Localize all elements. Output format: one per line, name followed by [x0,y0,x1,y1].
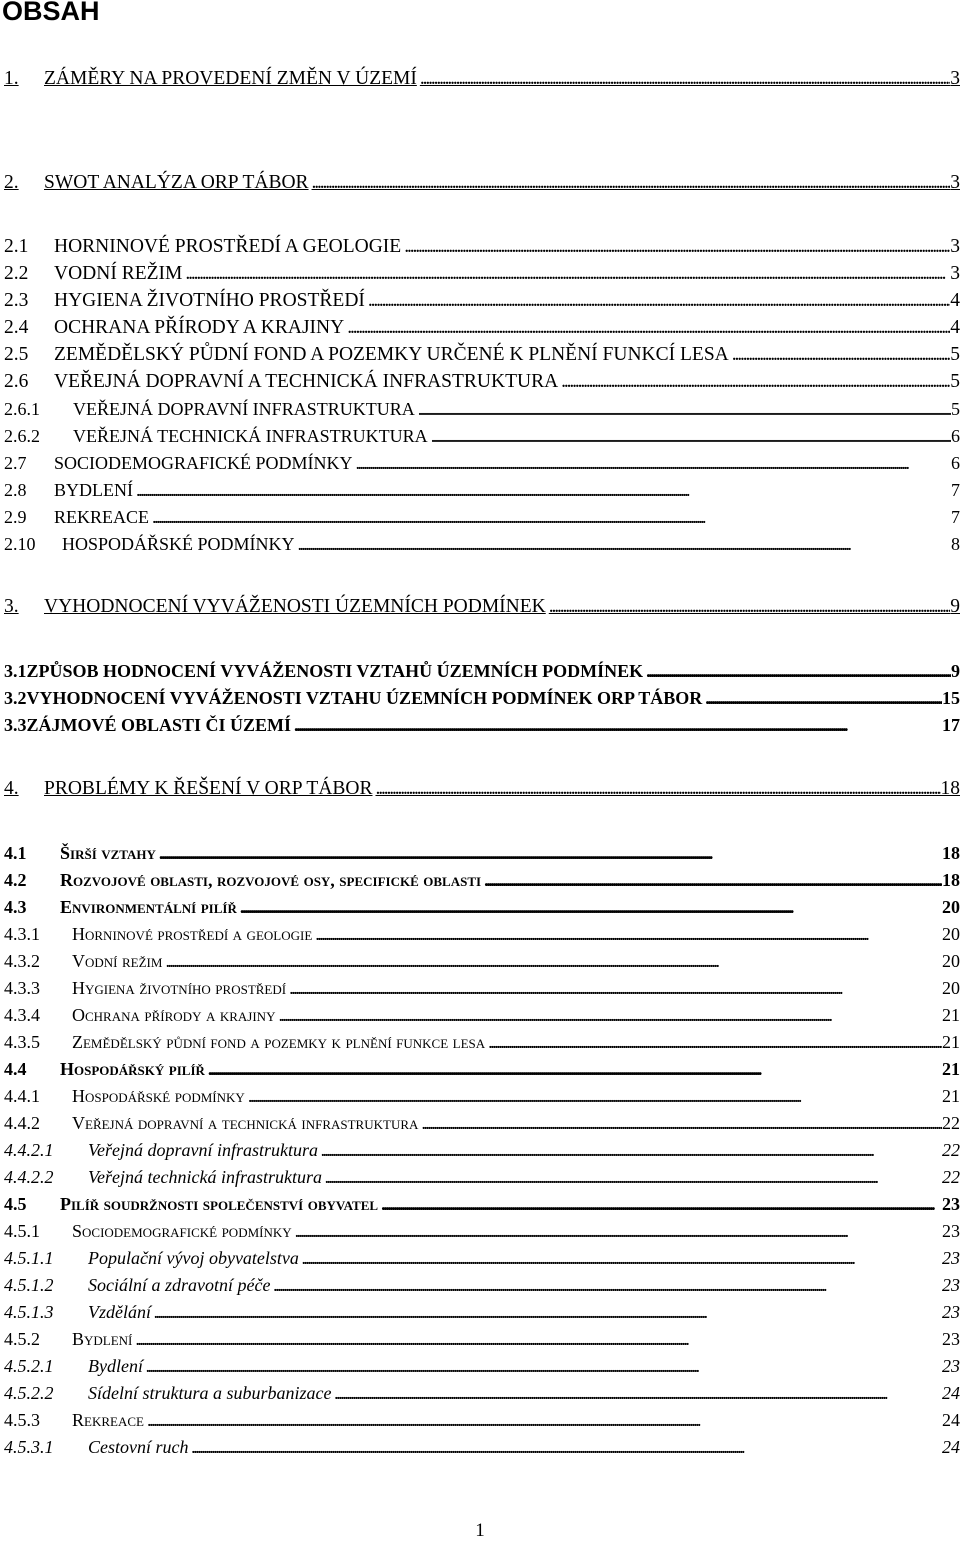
toc-entry-title: Cestovní ruch [88,1437,189,1457]
toc-entry-page: 22 [942,1167,960,1187]
toc-entry-number: 3.2 [4,688,27,708]
toc-entry[interactable] [4,532,960,556]
toc-entry[interactable] [4,868,960,892]
toc-entry-number: 4.3.1 [4,924,40,944]
toc-entry-page: 23 [942,1194,960,1214]
toc-entry-number: 2.5 [4,344,29,365]
toc-dot-leader [182,262,950,286]
toc-entry-number: 3. [4,596,19,617]
toc-entry[interactable] [4,686,960,710]
toc-entry[interactable] [4,1300,960,1324]
toc-entry[interactable] [4,1003,960,1027]
toc-entry-page: 24 [942,1437,960,1457]
toc-entry-title: HORNINOVÉ PROSTŘEDÍ A GEOLOGIE [54,236,402,257]
toc-entry-number: 2.8 [4,480,27,500]
toc-entry-number: 1. [4,68,19,89]
toc-dot-leader [162,949,942,973]
toc-entry-page: 18 [942,843,960,863]
toc-entry-number: 4.4 [4,1059,27,1079]
toc-entry-number: 4.4.1 [4,1086,40,1106]
toc-dot-leader [295,532,951,556]
toc-entry[interactable] [4,1435,960,1459]
toc-entry-title: Populační vývoj obyvatelstva [88,1248,299,1268]
toc-entry-page: 21 [942,1032,960,1052]
toc-entry-page: 23 [942,1248,960,1268]
toc-entry-page: 21 [942,1059,960,1079]
toc-dot-leader [322,1165,942,1189]
toc-entry-title: Sociodemografické podmínky [72,1221,292,1241]
toc-entry-page: 5 [950,344,960,365]
toc-dot-leader [299,1246,942,1270]
toc-entry-number: 4.5.3 [4,1410,40,1430]
toc-entry-number: 2.7 [4,453,27,473]
toc-entry-number: 2.2 [4,263,29,284]
toc-entry-title: HOSPODÁŘSKÉ PODMÍNKY [62,534,295,554]
toc-entry[interactable] [4,451,960,475]
toc-entry-title: HYGIENA ŽIVOTNÍHO PROSTŘEDÍ [54,290,365,311]
toc-entry[interactable] [4,1057,960,1081]
toc-entry-page: 3 [950,263,960,284]
toc-dot-leader [292,1219,942,1243]
toc-entry-page: 18 [942,870,960,890]
toc-entry-page: 22 [942,1113,960,1133]
toc-entry-number: 3.3 [4,715,27,735]
toc-entry-title: VYHODNOCENÍ VYVÁŽENOSTI VZTAHU ÚZEMNÍCH PODMÍNEK ORP TÁBOR [26,688,703,708]
toc-entry[interactable] [4,1219,960,1243]
toc-entry-number: 4.3.4 [4,1005,40,1025]
toc-entry[interactable] [4,1111,960,1135]
toc-dot-leader [332,1381,943,1405]
toc-entry-page: 15 [942,688,960,708]
toc-entry[interactable] [4,1381,960,1405]
toc-entry-title: ZÁMĚRY NA PROVEDENÍ ZMĚN V ÚZEMÍ [44,68,417,89]
toc-entry[interactable] [4,976,960,1000]
toc-entry-number: 2.9 [4,507,27,527]
toc-entry-page: 4 [950,317,960,338]
toc-entry[interactable] [4,895,960,919]
toc-entry-number: 4.3.2 [4,951,40,971]
toc-entry[interactable] [4,1138,960,1162]
toc-entry-title: VODNÍ REŽIM [54,263,183,284]
toc-dot-leader [373,777,941,801]
toc-dot-leader [481,868,942,892]
toc-entry-page: 3 [950,172,960,193]
toc-entry-title: ZPŮSOB HODNOCENÍ VYVÁŽENOSTI VZTAHŮ ÚZEMNÍCH PODMÍNEK [26,661,644,681]
toc-dot-leader [415,397,951,421]
toc-entry-number: 2.1 [4,236,29,257]
toc-entry[interactable] [4,1408,960,1432]
toc-entry-title: Ochrana přírody a krajiny [72,1005,276,1025]
toc-entry-title: Vzdělání [88,1302,151,1322]
toc-dot-leader [151,1300,942,1324]
toc-entry[interactable] [4,67,960,91]
toc-entry[interactable] [4,424,960,448]
toc-entry-title: VYHODNOCENÍ VYVÁŽENOSTI ÚZEMNÍCH PODMÍNEK [44,596,546,617]
toc-entry-number: 4.1 [4,843,27,863]
toc-entry-number: 4.4.2.1 [4,1140,54,1160]
toc-entry[interactable] [4,505,960,529]
toc-entry[interactable] [4,713,960,737]
toc-entry[interactable] [4,262,960,286]
toc-entry-title: Zemědělský půdní fond a pozemky k plnění funkce lesa [72,1032,486,1052]
toc-entry[interactable] [4,1327,960,1351]
toc-dot-leader [286,976,942,1000]
toc-dot-leader [291,713,942,737]
toc-entry-page: 6 [951,453,960,473]
toc-entry-title: BYDLENÍ [54,480,133,500]
toc-dot-leader [417,67,950,91]
toc-entry[interactable] [4,370,960,394]
toc-entry[interactable] [4,343,960,367]
toc-entry[interactable] [4,1246,960,1270]
toc-entry[interactable] [4,841,960,865]
toc-entry-number: 4.5.2.1 [4,1356,54,1376]
toc-dot-leader [643,659,951,683]
toc-entry-title: REKREACE [54,507,150,527]
toc-entry-page: 21 [942,1005,960,1025]
toc-entry-page: 23 [942,1302,960,1322]
toc-dot-leader [205,1057,942,1081]
toc-entry-number: 2.4 [4,317,29,338]
toc-entry-title: SOCIODEMOGRAFICKÉ PODMÍNKY [54,453,353,473]
toc-entry[interactable] [4,235,960,259]
toc-entry-title: Veřejná dopravní infrastruktura [88,1140,318,1160]
toc-entry[interactable] [4,1273,960,1297]
toc-entry-page: 9 [951,661,960,681]
toc-entry-number: 4.2 [4,870,27,890]
toc-dot-leader [312,922,942,946]
toc-entry-page: 20 [942,951,960,971]
toc-dot-leader [558,370,950,394]
page-number: 1 [475,1520,485,1541]
toc-entry-page: 9 [950,596,960,617]
toc-entry-page: 5 [950,371,960,392]
toc-entry-number: 4.3.5 [4,1032,40,1052]
toc-entry-page: 23 [942,1221,960,1241]
toc-dot-leader [546,595,951,619]
toc-heading: OBSAH [2,0,100,26]
toc-dot-leader [378,1192,942,1216]
toc-dot-leader [270,1273,942,1297]
toc-entry-page: 5 [951,399,960,419]
toc-entry-number: 4.5.1 [4,1221,40,1241]
toc-entry-page: 18 [940,778,960,799]
toc-dot-leader [275,1003,942,1027]
toc-dot-leader [144,1408,942,1432]
toc-entry-title: OCHRANA PŘÍRODY A KRAJINY [54,317,345,338]
toc-entry-number: 4. [4,778,19,799]
toc-entry-title: Hospodářské podmínky [72,1086,245,1106]
toc-entry-title: Hygiena životního prostředí [72,978,287,998]
toc-entry[interactable] [4,777,960,801]
toc-entry[interactable] [4,397,960,421]
toc-dot-leader [237,895,942,919]
toc-dot-leader [353,451,951,475]
toc-entry-title: Širší vztahy [60,843,156,863]
toc-entry-page: 3 [950,68,960,89]
toc-dot-leader [309,171,951,195]
toc-entry[interactable] [4,1165,960,1189]
toc-dot-leader [344,316,950,340]
toc-entry[interactable] [4,1192,960,1216]
toc-entry-page: 24 [942,1410,960,1430]
toc-entry-title: Bydlení [88,1356,143,1376]
toc-dot-leader [418,1111,942,1135]
toc-entry-title: Pilíř soudržnosti společenství obyvatel [60,1194,379,1214]
toc-entry[interactable] [4,922,960,946]
toc-entry-number: 2.6 [4,371,29,392]
toc-dot-leader [189,1435,943,1459]
toc-entry-page: 23 [942,1329,960,1349]
toc-entry-number: 2.3 [4,290,29,311]
toc-entry-title: PROBLÉMY K ŘEŠENÍ V ORP TÁBOR [44,778,373,799]
toc-entry-number: 4.4.2.2 [4,1167,54,1187]
toc-dot-leader [318,1138,942,1162]
toc-entry-title: Vodní režim [72,951,163,971]
toc-entry-number: 3.1 [4,661,27,681]
toc-dot-leader [133,478,951,502]
toc-entry[interactable] [4,289,960,313]
toc-entry-number: 4.3 [4,897,27,917]
toc-entry-number: 4.5 [4,1194,27,1214]
toc-entry-title: Environmentální pilíř [60,897,237,917]
toc-entry-title: Rozvojové oblasti, rozvojové osy, specifické oblasti [60,870,482,890]
toc-entry-number: 2.10 [4,534,36,554]
toc-dot-leader [485,1030,942,1054]
toc-entry-page: 23 [942,1275,960,1295]
toc-entry-title: Rekreace [72,1410,144,1430]
toc-entry[interactable] [4,316,960,340]
toc-entry-number: 4.3.3 [4,978,40,998]
toc-entry-page: 23 [942,1356,960,1376]
toc-entry-page: 7 [951,507,960,527]
toc-entry-page: 24 [942,1383,960,1403]
toc-entry-page: 21 [942,1086,960,1106]
toc-entry[interactable] [4,659,960,683]
toc-entry-title: ZÁJMOVÉ OBLASTI ČI ÚZEMÍ [26,715,292,735]
toc-entry-number: 2. [4,172,19,193]
toc-entry-title: Bydlení [72,1329,133,1349]
toc-dot-leader [365,289,950,313]
toc-entry-title: VEŘEJNÁ TECHNICKÁ INFRASTRUKTURA [73,426,428,446]
toc-entry-number: 4.5.2.2 [4,1383,54,1403]
toc-entry[interactable] [4,171,960,195]
toc-entry-title: Hospodářský pilíř [60,1059,205,1079]
toc-dot-leader [149,505,951,529]
toc-entry-page: 8 [951,534,960,554]
toc-entry-page: 20 [942,924,960,944]
toc-entry-title: VEŘEJNÁ DOPRAVNÍ INFRASTRUKTURA [73,399,415,419]
toc-entry-number: 4.4.2 [4,1113,40,1133]
toc-entry-title: VEŘEJNÁ DOPRAVNÍ A TECHNICKÁ INFRASTRUKTURA [54,371,559,392]
toc-entry-number: 4.5.2 [4,1329,40,1349]
toc-entry-title: Sídelní struktura a suburbanizace [88,1383,332,1403]
toc-entry-page: 4 [950,290,960,311]
toc-entry[interactable] [4,478,960,502]
toc-entry-number: 4.5.3.1 [4,1437,54,1457]
toc-entry-title: Veřejná dopravní a technická infrastruktura [72,1113,419,1133]
toc-entry-number: 2.6.2 [4,426,40,446]
toc-entry-page: 17 [942,715,960,735]
toc-dot-leader [401,235,950,259]
toc-entry[interactable] [4,1084,960,1108]
toc-dot-leader [156,841,942,865]
toc-entry-number: 4.5.1.2 [4,1275,54,1295]
toc-entry-title: Sociální a zdravotní péče [88,1275,271,1295]
toc-dot-leader [702,686,942,710]
toc-entry[interactable] [4,1354,960,1378]
toc-entry[interactable] [4,949,960,973]
toc-entry-page: 20 [942,897,960,917]
toc-dot-leader [428,424,951,448]
toc-entry-page: 22 [942,1140,960,1160]
toc-entry-page: 6 [951,426,960,446]
toc-dot-leader [132,1327,942,1351]
toc-entry[interactable] [4,1030,960,1054]
toc-entry-page: 20 [942,978,960,998]
toc-entry-page: 7 [951,480,960,500]
toc-dot-leader [143,1354,942,1378]
toc-entry-number: 2.6.1 [4,399,40,419]
toc-entry-title: SWOT ANALÝZA ORP TÁBOR [44,172,309,193]
toc-entry-title: Horninové prostředí a geologie [72,924,313,944]
toc-entry-title: Veřejná technická infrastruktura [88,1167,322,1187]
toc-entry-page: 3 [950,236,960,257]
toc-entry-number: 4.5.1.3 [4,1302,54,1322]
toc-entry-title: ZEMĚDĚLSKÝ PŮDNÍ FOND A POZEMKY URČENÉ K PLNĚNÍ FUNKCÍ LESA [54,344,729,365]
toc-dot-leader [729,343,951,367]
toc-dot-leader [245,1084,942,1108]
toc-entry-number: 4.5.1.1 [4,1248,54,1268]
toc-entry[interactable] [4,595,960,619]
